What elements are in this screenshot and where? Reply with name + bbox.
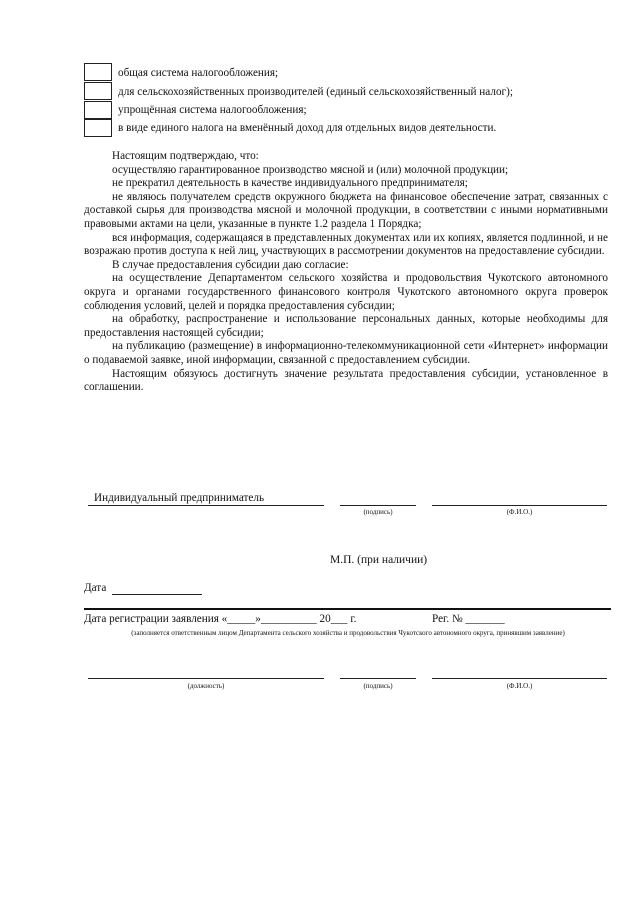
confirm-item: не являюсь получателем средств окружного бюджета на финансовое обеспечение затрат, связанных с доставкой сырья для производства мясной и молочной продукции, в соответствии с иными нормативными правовыми актами на цели, указанные в пункте 1.2 раздела 1 Порядка; [84, 190, 608, 230]
fio-line[interactable] [432, 505, 607, 506]
date-line[interactable] [112, 594, 202, 595]
tax-option-label: в виде единого налога на вменённый доход для отдельных видов деятельности. [118, 122, 497, 134]
checkbox[interactable] [84, 101, 112, 119]
signature-caption: (подпись) [363, 508, 393, 516]
role-label: Индивидуальный предприниматель [94, 492, 265, 504]
confirm-item: не прекратил деятельность в качестве индивидуального предпринимателя; [112, 177, 468, 190]
consent-item: на осуществление Департаментом сельского хозяйства и продовольствия Чукотского автономного округа и органами государственного финансового контроля Чукотского автономного округа проверок соблюдения условий, целей и порядка предоставления субсидии; [84, 272, 608, 312]
tax-option-simplified[interactable] [84, 100, 112, 120]
tax-option-label: для сельскохозяйственных производителей (единый сельскохозяйственный налог); [118, 86, 513, 98]
confirm-item: вся информация, содержащаяся в представленных документах или их копиях, является подлинной, и не возражаю против доступа к ней лиц, участвующих в рассмотрении документов на предоставление субсидии. [84, 231, 608, 258]
registration-note: (заполняется ответственным лицом Департамента сельского хозяйства и продовольствия Чукотского автономного округа, принявшим заявление) [131, 629, 565, 637]
registrar-fio-line[interactable] [432, 678, 607, 679]
checkbox[interactable] [84, 119, 112, 137]
stamp-label: М.П. (при наличии) [330, 554, 428, 566]
tax-option-general[interactable] [84, 62, 112, 82]
date-label: Дата [84, 582, 107, 594]
registrar-fio-caption: (Ф.И.О.) [506, 682, 533, 690]
position-line[interactable] [88, 678, 324, 679]
tax-option-imputed[interactable] [84, 118, 112, 138]
registration-date-label: Дата регистрации заявления «_____»__________ 20___ г. [84, 613, 357, 625]
checkbox[interactable] [84, 82, 112, 100]
checkbox[interactable] [84, 63, 112, 81]
tax-option-label: общая система налогообложения; [118, 67, 279, 79]
registrar-signature-caption: (подпись) [363, 682, 393, 690]
statement-text [84, 150, 608, 395]
signature-line[interactable] [340, 505, 416, 506]
fio-caption: (Ф.И.О.) [506, 508, 533, 516]
consent-item: на публикацию (размещение) в информационно-телекоммуникационной сети «Интернет» информации о подаваемой заявке, иной информации, связанной с предоставлением субсидии. [84, 340, 608, 366]
position-caption: (должность) [187, 682, 225, 690]
role-line [88, 505, 324, 506]
tax-option-label: упрощённая система налогообложения; [118, 104, 307, 116]
consent-item: на обработку, распространение и использование персональных данных, которые необходимы для предоставления настоящей субсидии; [84, 313, 608, 339]
tax-option-agricultural[interactable] [84, 81, 112, 101]
section-divider [84, 608, 611, 610]
registration-number-label: Рег. № _______ [432, 613, 505, 625]
registrar-signature-line[interactable] [340, 678, 416, 679]
obligation-text: Настоящим обязуюсь достигнуть значение результата предоставления субсидии, установленное в соглашении. [84, 367, 608, 394]
consent-intro: В случае предоставления субсидии даю согласие: [112, 258, 349, 271]
confirm-intro: Настоящим подтверждаю, что: [112, 150, 259, 162]
confirm-item: осуществляю гарантированное производство мясной и (или) молочной продукции; [112, 163, 509, 176]
